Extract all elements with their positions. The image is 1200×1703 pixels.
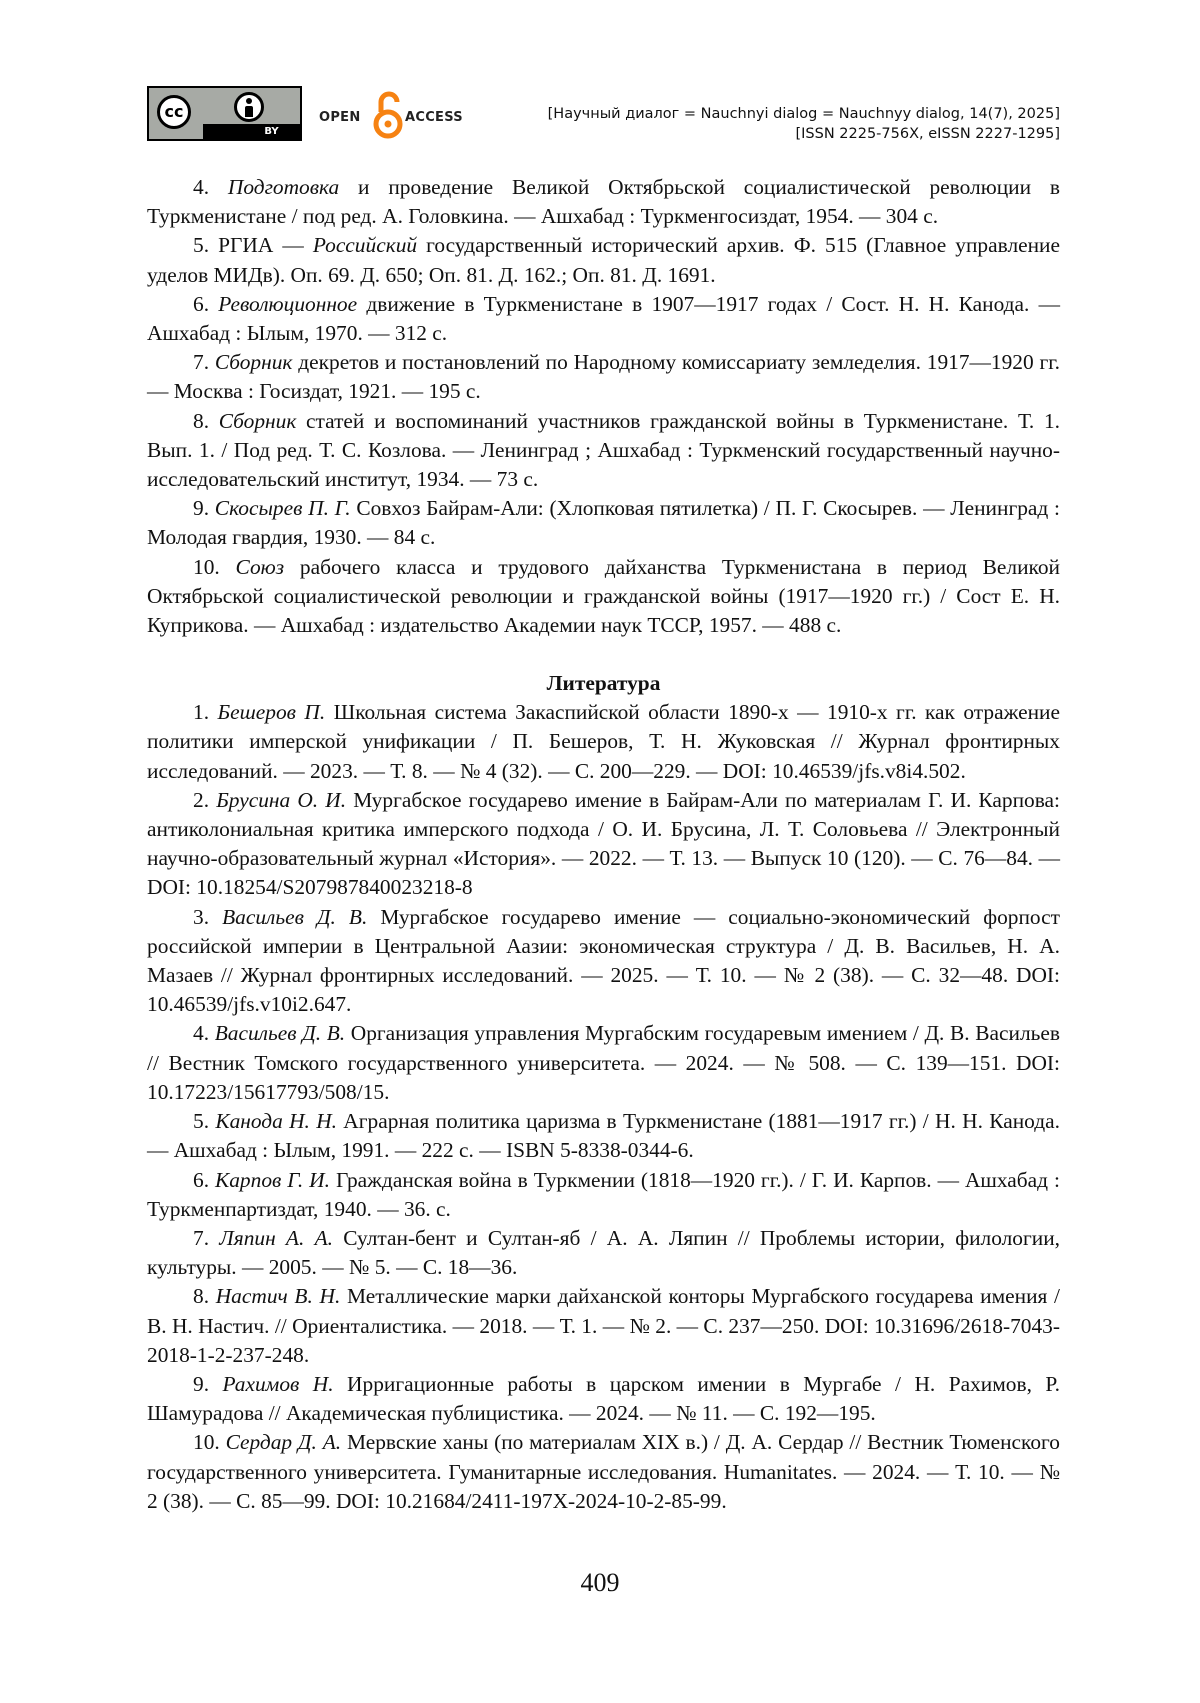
ref-text: Совхоз Байрам-Али: (Хлопковая пятилетка) / П. Г. Скосырев. — Ленинград : Молодая гвардия, 1930. — 84 с. — [147, 496, 1060, 550]
cc-icon: cc — [157, 95, 191, 129]
ref-text: Мервские ханы (по материалам XIX в.) / Д. А. Сердар // Вестник Тюменского государственного университета. Гуманитарные исследования. Humanitates. — 2024. — Т. 10. — № 2 (38). — С. 85—99. DOI: 10.21684/2411-197X-2024-10-2-85-99. — [147, 1430, 1060, 1513]
ref-text: Аграрная политика царизма в Туркменистане (1881—1917 гг.) / Н. Н. Канода. — Ашхабад : Ылым, 1991. — 222 с. — ISBN 5-8338-0344-6. — [147, 1109, 1060, 1163]
ref-number: 7. — [193, 1225, 210, 1250]
literature-entry — [147, 698, 1060, 786]
open-access-logo — [319, 88, 469, 140]
ref-author-or-title: Сердар Д. А. — [225, 1430, 342, 1455]
ref-number: 4. — [193, 175, 210, 199]
ref-text: и проведение Великой Октябрьской социалистической революции в Туркменистане / под ред. А. Головкина. — Ашхабад : Туркменгосиздат, 1954. — 304 с. — [147, 175, 1060, 229]
literature-entry — [147, 1428, 1060, 1516]
ref-number: 2. — [193, 787, 210, 812]
literature-entry — [147, 903, 1060, 1020]
ref-number: 9. — [193, 496, 210, 521]
ref-number: 6. — [193, 1167, 210, 1192]
ref-number: 9. — [193, 1371, 210, 1396]
ref-number: 3. — [193, 904, 210, 929]
ref-text: государственный исторический архив. Ф. 515 (Главное управление уделов МИДв). Оп. 69. Д. 650; Оп. 81. Д. 162.; Оп. 81. Д. 1691. — [147, 233, 1060, 287]
ref-author-or-title: Скосырев П. Г. — [214, 496, 351, 521]
ref-author-or-title: Сборник — [214, 350, 293, 375]
ref-text: Мургабское государево имение в Байрам-Али по материалам Г. И. Карпова: антиколониальная критика имперского подхода / О. И. Брусина, Л. Т. Соловьева // Электронный научно-образовательный журнал «История». — 2022. — Т. 13. — Выпуск 10 (120). — С. 76—84. — DOI: 10.18254/S207987840023218-8 — [147, 787, 1060, 900]
literature-list — [147, 698, 1060, 1516]
ref-text: декретов и постановлений по Народному комиссариату земледелия. 1917—1920 гг. — Москва : Госиздат, 1921. — 195 с. — [147, 350, 1060, 404]
ref-author-or-title: Союз — [235, 554, 285, 579]
ref-text: Гражданская война в Туркмении (1818—1920 гг.). / Г. И. Карпов. — Ашхабад : Туркменпартиздат, 1940. — 36. с. — [147, 1167, 1060, 1221]
source-entry — [147, 348, 1060, 406]
page-number: 409 — [580, 1568, 620, 1597]
literature-entry — [147, 1107, 1060, 1165]
ref-author-or-title: Брусина О. И. — [216, 787, 347, 812]
open-access-label-access: ACCESS — [405, 110, 463, 125]
ref-author-or-title: Настич В. Н. — [215, 1284, 341, 1309]
ref-author-or-title: Революционное — [218, 291, 358, 316]
ref-author-or-title: Ляпин А. А. — [219, 1225, 333, 1250]
source-entry — [147, 231, 1060, 289]
ref-text: РГИА — — [218, 233, 313, 258]
cc-by-license-badge[interactable] — [147, 86, 302, 141]
ref-author-or-title: Васильев Д. В. — [222, 904, 368, 929]
ref-number: 1. — [193, 700, 210, 725]
journal-issn-line: [ISSN 2225-756X, eISSN 2227-1295] — [795, 126, 1060, 142]
literature-entry — [147, 1370, 1060, 1428]
open-access-label-open: OPEN — [319, 110, 361, 125]
ref-number: 8. — [193, 1284, 210, 1309]
ref-text: Металлические марки дайханской конторы Мургабского государева имения / В. Н. Настич. // Ориенталистика. — 2018. — Т. 1. — № 2. — С. 237—250. DOI: 10.31696/2618-7043-2018-1-2-237-248. — [147, 1284, 1060, 1367]
open-access-lock-icon — [372, 88, 404, 140]
ref-text: Ирригационные работы в царском имении в Мургабе / Н. Рахимов, Р. Шамурадова // Академическая публицистика. — 2024. — № 11. — С. 192—195. — [147, 1371, 1060, 1426]
by-label: BY — [203, 124, 300, 139]
ref-number: 5. — [193, 1109, 210, 1134]
ref-author-or-title: Сборник — [218, 408, 297, 433]
ref-number: 10. — [193, 1430, 220, 1455]
attribution-icon — [234, 92, 264, 122]
literature-entry — [147, 786, 1060, 903]
main-text — [147, 173, 1060, 1516]
sources-list — [147, 173, 1060, 640]
ref-number: 10. — [193, 554, 220, 579]
ref-author-or-title: Российский — [312, 233, 418, 258]
source-entry — [147, 173, 1060, 231]
ref-author-or-title: Васильев Д. В. — [214, 1021, 346, 1046]
ref-author-or-title: Подготовка — [227, 175, 340, 199]
ref-number: 8. — [193, 408, 210, 433]
ref-author-or-title: Рахимов Н. — [222, 1371, 334, 1396]
ref-text: Организация управления Мургабским государевым имением / Д. В. Васильев // Вестник Томского государственного университета. — 2024. — № 508. — С. 139—151. DOI: 10.17223/15617793/508/15. — [147, 1021, 1060, 1104]
ref-text: Султан-бент и Султан-яб / А. А. Ляпин // Проблемы истории, филологии, культуры. — 2005. — № 5. — С. 18—36. — [147, 1225, 1060, 1280]
ref-text: Школьная система Закаспийской области 1890-х — 1910-х гг. как отражение политики имперской унификации / П. Бешеров, Т. Н. Жуковская // Журнал фронтирных исследований. — 2023. — Т. 8. — № 4 (32). — С. 200—229. — DOI: 10.46539/jfs.v8i4.502. — [147, 700, 1060, 783]
ref-author-or-title: Канода Н. Н. — [215, 1109, 337, 1134]
source-entry — [147, 290, 1060, 348]
literature-entry — [147, 1282, 1060, 1370]
ref-text: Мургабское государево имение — социально-экономический форпост российской империи в Центральной Аазии: экономическая структура / Д. В. Васильев, Н. А. Мазаев // Журнал фронтирных исследований. — 2025. — Т. 10. — № 2 (38). — С. 32—48. DOI: 10.46539/jfs.v10i2.647. — [147, 904, 1060, 1017]
ref-number: 7. — [193, 350, 210, 375]
journal-title-line: [Научный диалог = Nauchnyi dialog = Nauchnyy dialog, 14(7), 2025] — [547, 106, 1060, 122]
ref-number: 4. — [193, 1021, 210, 1046]
ref-text: движение в Туркменистане в 1907—1917 годах / Сост. Н. Н. Канода. — Ашхабад : Ылым, 1970. — 312 с. — [147, 291, 1060, 346]
ref-author-or-title: Бешеров П. — [217, 700, 326, 725]
ref-number: 5. — [193, 233, 210, 258]
ref-author-or-title: Карпов Г. И. — [215, 1167, 330, 1192]
ref-text: статей и воспоминаний участников гражданской войны в Туркменистане. Т. 1. Вып. 1. / Под ред. Т. С. Козлова. — Ленинград ; Ашхабад : Туркменский государственный научно-исследовательский институт, 1934. — 73 с. — [147, 408, 1060, 492]
page-header — [147, 86, 1060, 142]
ref-text: рабочего класса и трудового дайханства Туркменистана в период Великой Октябрьской социалистической революции и гражданской войны (1917—1920 гг.) / Сост Е. Н. Куприкова. — Ашхабад : издательство Академии наук ТССР, 1957. — 488 с. — [147, 554, 1060, 638]
literature-entry — [147, 1224, 1060, 1282]
source-entry — [147, 494, 1060, 552]
literature-entry — [147, 1166, 1060, 1224]
literature-entry — [147, 1019, 1060, 1107]
literature-heading: Литература — [546, 671, 661, 696]
journal-citation — [548, 104, 1060, 144]
source-entry — [147, 407, 1060, 495]
source-entry — [147, 553, 1060, 641]
ref-number: 6. — [193, 291, 210, 316]
